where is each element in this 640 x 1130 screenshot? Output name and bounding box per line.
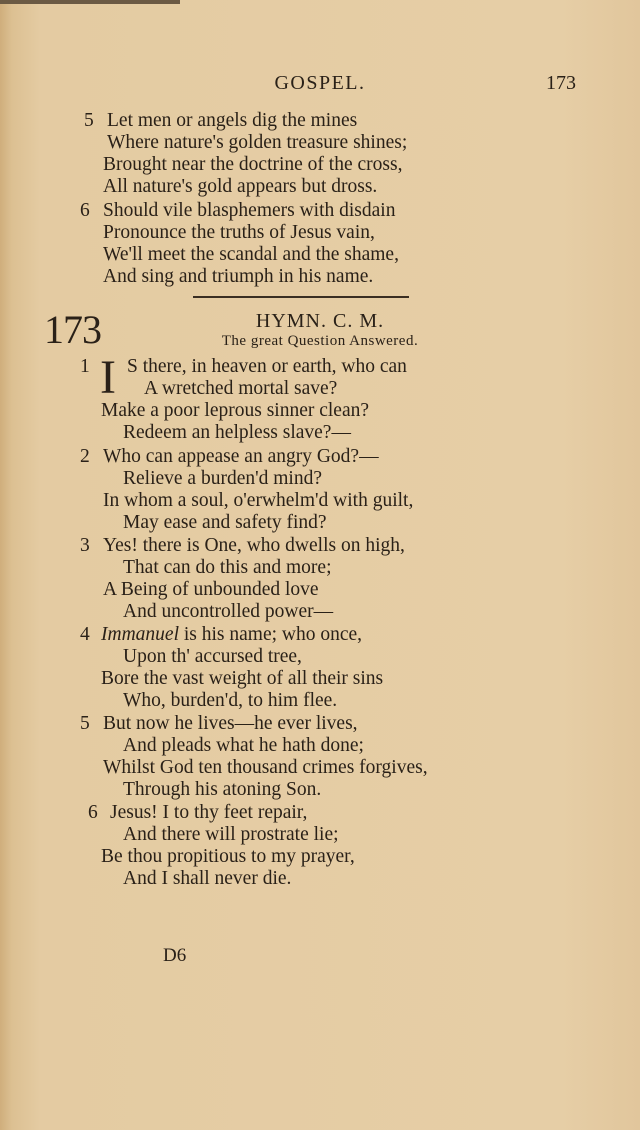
verse-line: Make a poor leprous sinner clean? bbox=[101, 400, 370, 421]
stanza-number: 5 bbox=[84, 110, 94, 131]
verse-line: Should vile blasphemers with disdain bbox=[103, 200, 396, 221]
verse-line: And I shall never die. bbox=[123, 868, 292, 889]
page-number: 173 bbox=[546, 72, 576, 94]
verse-line: Redeem an helpless slave?— bbox=[123, 422, 351, 443]
verse-line: S there, in heaven or earth, who can bbox=[127, 356, 407, 377]
verse-line: That can do this and more; bbox=[123, 557, 332, 578]
verse-line: Upon th' accursed tree, bbox=[123, 646, 302, 667]
stanza-number: 2 bbox=[80, 446, 90, 467]
stanza-number: 5 bbox=[80, 713, 90, 734]
stanza-number: 6 bbox=[80, 200, 90, 221]
verse-line: And there will prostrate lie; bbox=[123, 824, 339, 845]
verse-line: Immanuel is his name; who once, bbox=[101, 624, 363, 645]
top-edge-line bbox=[0, 0, 180, 4]
verse-line: And sing and triumph in his name. bbox=[103, 266, 374, 287]
verse-line: Through his atoning Son. bbox=[123, 779, 322, 800]
verse-line: Brought near the doctrine of the cross, bbox=[103, 154, 403, 175]
verse-line: In whom a soul, o'erwhelm'd with guilt, bbox=[103, 490, 414, 511]
verse-line: Let men or angels dig the mines bbox=[107, 110, 358, 131]
emphasized-name: Immanuel bbox=[101, 624, 179, 645]
verse-line: But now he lives—he ever lives, bbox=[103, 713, 358, 734]
hymn-subtitle: The great Question Answered. bbox=[221, 333, 419, 349]
running-header: GOSPEL. bbox=[274, 72, 366, 94]
section-divider bbox=[193, 296, 409, 298]
stanza-number: 6 bbox=[88, 802, 98, 823]
verse-line: May ease and safety find? bbox=[123, 512, 327, 533]
verse-line: Bore the vast weight of all their sins bbox=[101, 668, 384, 689]
signature-mark: D6 bbox=[163, 945, 187, 966]
verse-line: Jesus! I to thy feet repair, bbox=[110, 802, 308, 823]
stanza-number: 3 bbox=[80, 535, 90, 556]
stanza-number: 1 bbox=[80, 356, 90, 377]
verse-line: And uncontrolled power— bbox=[123, 601, 334, 622]
drop-cap: I bbox=[100, 351, 116, 404]
verse-line: Whilst God ten thousand crimes forgives, bbox=[103, 757, 428, 778]
verse-line: Who can appease an angry God?— bbox=[103, 446, 379, 467]
verse-line: All nature's gold appears but dross. bbox=[103, 176, 378, 197]
stanza-number: 4 bbox=[80, 624, 90, 645]
verse-line: A wretched mortal save? bbox=[144, 378, 338, 399]
verse-line: And pleads what he hath done; bbox=[123, 735, 364, 756]
verse-line: A Being of unbounded love bbox=[103, 579, 319, 600]
hymn-heading: HYMN. C. M. bbox=[255, 310, 385, 332]
verse-line: Relieve a burden'd mind? bbox=[123, 468, 322, 489]
verse-line: We'll meet the scandal and the shame, bbox=[103, 244, 399, 265]
verse-line: Where nature's golden treasure shines; bbox=[107, 132, 408, 153]
verse-line: Be thou propitious to my prayer, bbox=[101, 846, 355, 867]
verse-line: Who, burden'd, to him flee. bbox=[123, 690, 338, 711]
hymn-number: 173 bbox=[44, 307, 101, 352]
verse-line: Yes! there is One, who dwells on high, bbox=[103, 535, 405, 556]
verse-line: Pronounce the truths of Jesus vain, bbox=[103, 222, 375, 243]
